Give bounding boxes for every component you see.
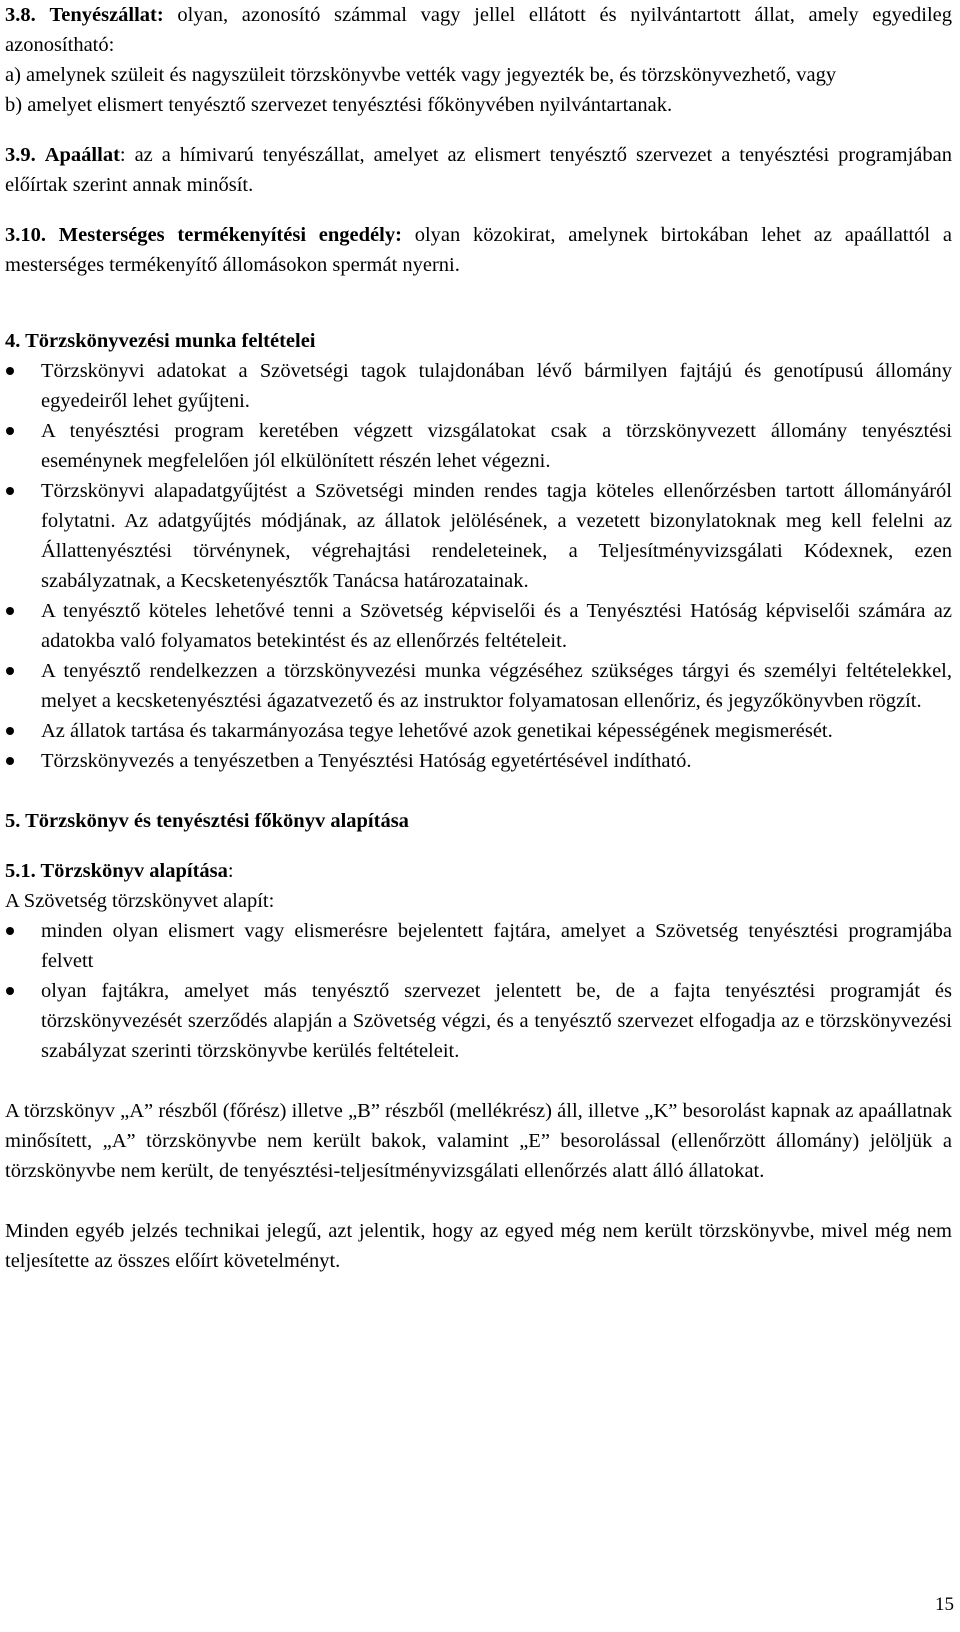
document-page xyxy=(5,0,952,1276)
paragraph: Minden egyéb jelzés technikai jelegű, azt jelentik, hogy az egyed még nem került törzskönyvbe, mivel még nem teljesítette az összes előírt követelményt. xyxy=(5,1220,952,1272)
section-5-heading: 5. Törzskönyv és tenyésztési főkönyv alapítása xyxy=(5,810,409,832)
list-item: A tenyésztési program keretében végzett vizsgálatokat csak a törzskönyvezett állomány tenyésztési eseménynek megfelelően jól elkülönített részén lehet végezni. xyxy=(5,416,952,476)
list-item: olyan fajtákra, amelyet más tenyésztő szervezet jelentett be, de a fajta tenyésztési programját és törzskönyvezését szerződés alapján a Szövetség végzi, és a tenyésztő szervezet elfogadja az e törzskönyvezési szabályzat szerinti törzskönyvbe kerülés feltételeit. xyxy=(5,976,952,1066)
section-number: 3.10. xyxy=(5,224,46,246)
term: Tenyészállat: xyxy=(49,4,164,26)
bullet-icon xyxy=(6,427,14,435)
section-5-1-list xyxy=(5,916,952,1066)
section-5-1-heading: 5.1. Törzskönyv alapítása: xyxy=(5,860,234,882)
list-item: Törzskönyvi adatokat a Szövetségi tagok tulajdonában lévő bármilyen fajtájú és genotípusú állomány egyedeiről lehet gyűjteni. xyxy=(5,356,952,416)
definition-text: olyan közokirat, amelynek birtokában lehet az apaállattól a mesterséges termékenyítő állomásokon spermát nyerni. xyxy=(5,224,952,276)
definition-item-a: a) amelynek szüleit és nagyszüleit törzskönyvbe vették vagy jegyezték be, és törzskönyvezhető, vagy xyxy=(5,64,837,86)
bullet-icon xyxy=(6,757,14,765)
bullet-icon xyxy=(6,487,14,495)
section-5-1-intro: A Szövetség törzskönyvet alapít: xyxy=(5,890,275,912)
bullet-icon xyxy=(6,607,14,615)
list-item: A tenyésztő rendelkezzen a törzskönyvezési munka végzéséhez szükséges tárgyi és személyi feltételekkel, melyet a kecsketenyésztési ágazatvezető és az instruktor folyamatosan ellenőriz, és jegyzőkönyvben rögzít. xyxy=(5,656,952,716)
list-item: Törzskönyvi alapadatgyűjtést a Szövetségi minden rendes tagja köteles ellenőrzésben tartott állományáról folytatni. Az adatgyűjtés módjának, az állatok jelölésének, a vezetett bizonylatoknak meg kell felelni az Állattenyésztési törvénynek, végrehajtási rendeleteinek, a Teljesítményvizsgálati Kódexnek, ezen szabályzatnak, a Kecsketenyésztők Tanácsa határozatainak. xyxy=(5,476,952,596)
section-number: 3.9. xyxy=(5,144,36,166)
paragraph: A törzskönyv „A” részből (főrész) illetve „B” részből (mellékrész) áll, illetve „K” besorolást kapnak az apaállatnak minősített, „A” törzskönyvbe nem került bakok, valamint „E” besorolással (ellenőrzött állomány) jelöljük a törzskönyvbe nem került, de tenyésztési-teljesítményvizsgálati ellenőrzés alatt álló állatokat. xyxy=(5,1100,952,1182)
definition-3-9 xyxy=(5,140,952,200)
list-item: Az állatok tartása és takarmányozása tegye lehetővé azok genetikai képességének megismerését. xyxy=(5,716,952,746)
term: Mesterséges termékenyítési engedély: xyxy=(58,224,402,246)
definition-text: : az a hímivarú tenyészállat, amelyet az elismert tenyésztő szervezet a tenyésztési programjában előírtak szerint annak minősít. xyxy=(5,144,952,196)
page-number: 15 xyxy=(935,1594,954,1615)
definition-item-b: b) amelyet elismert tenyésztő szervezet tenyésztési főkönyvében nyilvántartanak. xyxy=(5,94,673,116)
list-item: Törzskönyvezés a tenyészetben a Tenyésztési Hatóság egyetértésével indítható. xyxy=(5,746,952,776)
section-4-heading: 4. Törzskönyvezési munka feltételei xyxy=(5,330,316,352)
bullet-icon xyxy=(6,367,14,375)
list-item: minden olyan elismert vagy elismerésre bejelentett fajtára, amelyet a Szövetség tenyésztési programjába felvett xyxy=(5,916,952,976)
definition-text: olyan, azonosító számmal vagy jellel ellátott és nyilvántartott állat, amely egyedileg azonosítható: xyxy=(5,4,953,56)
section-4-list xyxy=(5,356,952,776)
term: Apaállat xyxy=(44,144,120,166)
definition-3-8 xyxy=(5,0,952,60)
bullet-icon xyxy=(6,667,14,675)
bullet-icon xyxy=(6,927,14,935)
definition-3-10 xyxy=(5,220,952,280)
list-item: A tenyésztő köteles lehetővé tenni a Szövetség képviselői és a Tenyésztési Hatóság képviselői számára az adatokba való folyamatos betekintést és az ellenőrzés feltételeit. xyxy=(5,596,952,656)
section-number: 3.8. xyxy=(5,4,36,26)
bullet-icon xyxy=(6,987,14,995)
bullet-icon xyxy=(6,727,14,735)
